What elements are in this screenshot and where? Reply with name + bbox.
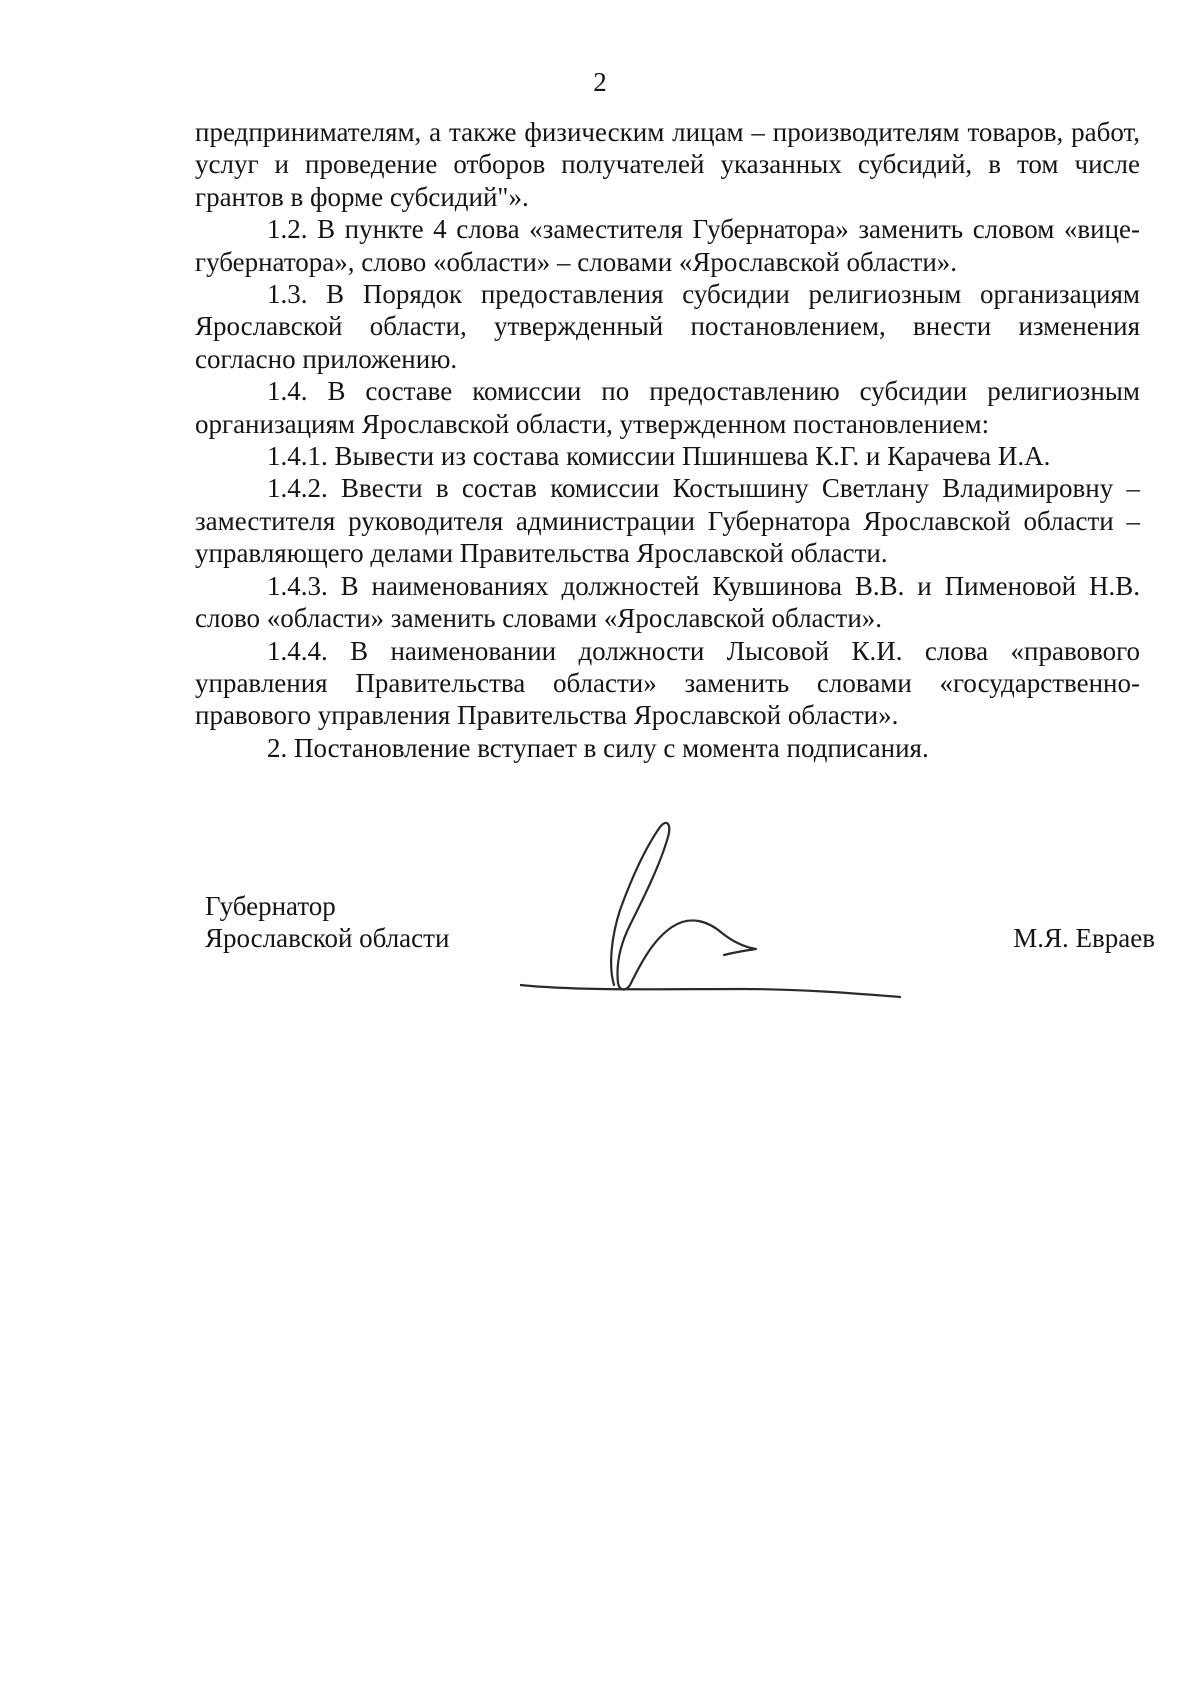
signatory-name: М.Я. Евраев bbox=[1013, 923, 1155, 953]
paragraph-2: 2. Постановление вступает в силу с момента подписания. bbox=[267, 732, 929, 763]
signatory-position-line2: Ярославской области bbox=[205, 923, 450, 953]
signatory-position bbox=[205, 890, 449, 954]
paragraph-1-4: 1.4. В составе комиссии по предоставлению субсидии религиозным организациям Ярославской области, утвержденном постановлением: bbox=[195, 376, 1140, 439]
paragraph-1-4-3: 1.4.3. В наименованиях должностей Кувшинова В.В. и Пименовой Н.В. слово «области» заменить словами «Ярославской области». bbox=[195, 570, 1140, 634]
paragraph-1-2: 1.2. В пункте 4 слова «заместителя Губернатора» заменить словом «вице-губернатора», слово «области» – словами «Ярославской области». bbox=[195, 214, 1140, 277]
page-number: 2 bbox=[593, 67, 607, 97]
paragraph-continuation: предпринимателям, а также физическим лицам – производителям товаров, работ, услуг и проведение отборов получателей указанных субсидий, в том числе грантов в форме субсидий"». bbox=[195, 117, 1140, 212]
paragraph-1-4-2: 1.4.2. Ввести в состав комиссии Костышину Светлану Владимировну – заместителя руководителя администрации Губернатора Ярославской области – управляющего делами Правительства Ярославской области. bbox=[195, 473, 1140, 569]
document-body bbox=[195, 116, 1140, 764]
handwritten-signature bbox=[520, 815, 940, 1015]
paragraph-1-4-1: 1.4.1. Вывести из состава комиссии Пшиншева К.Г. и Карачева И.А. bbox=[267, 441, 1051, 472]
paragraph-1-4-4: 1.4.4. В наименовании должности Лысовой К.И. слова «правового управления Правительства области» заменить словами «государственно-правового управления Правительства Ярославской области». bbox=[195, 635, 1140, 731]
signatory-position-line1: Губернатор bbox=[205, 891, 336, 921]
paragraph-1-3: 1.3. В Порядок предоставления субсидии религиозным организациям Ярославской области, утвержденный постановлением, внести изменения согласно приложению. bbox=[195, 279, 1140, 374]
